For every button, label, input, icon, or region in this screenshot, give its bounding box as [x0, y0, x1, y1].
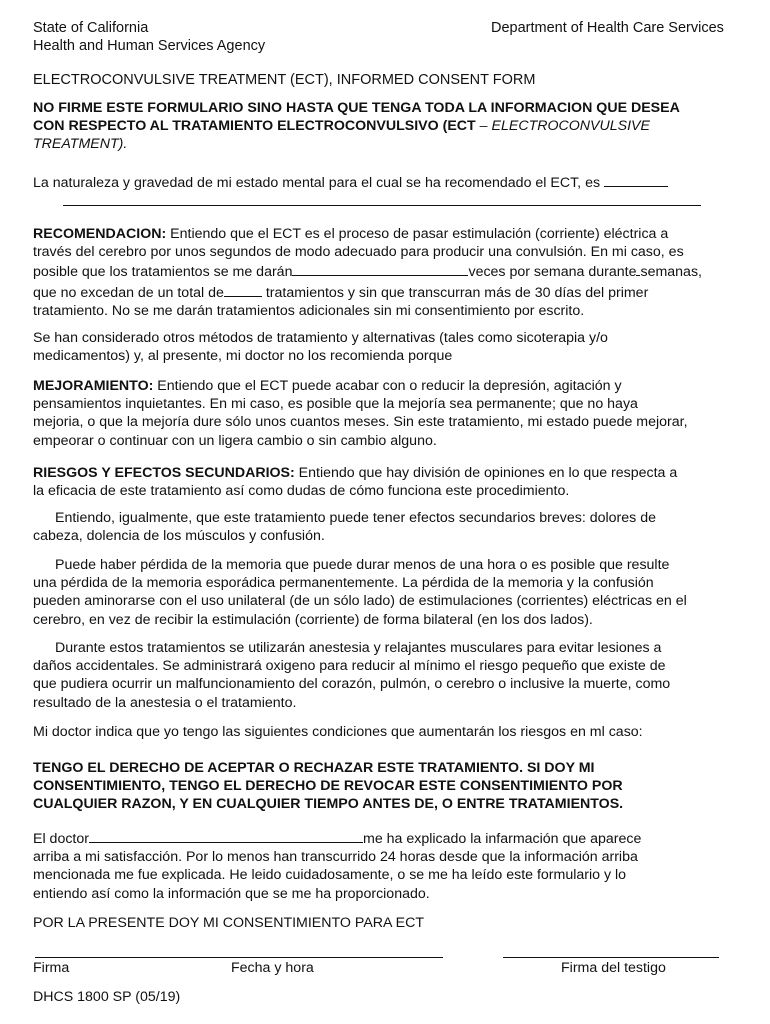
warning-notice: NO FIRME ESTE FORMULARIO SINO HASTA QUE TENGA TODA LA INFORMACION QUE DESEA CON RESPECTO AL TRATAMIENTO ELECTROCONVULSIVO (ECT – ELECTROCONVULSIVE TREATMENT). [33, 99, 735, 154]
conditions-statement: Mi doctor indica que yo tengo las siguientes condiciones que aumentarán los riesgos en ml caso: [33, 724, 643, 740]
recommendation-heading: RECOMENDACION: [33, 226, 167, 242]
alternatives-section: Se han considerado otros métodos de tratamiento y alternativas (tales como sicoterapia y/o medicamentos) y, al presente, mi doctor no los recomienda porque [33, 330, 608, 365]
times-per-week-field[interactable] [292, 261, 468, 276]
department-name: Department of Health Care Services [491, 20, 724, 36]
witness-signature-line[interactable] [503, 957, 719, 958]
witness-signature-label: Firma del testigo [561, 960, 666, 976]
mental-state-field-line[interactable] [63, 205, 701, 206]
agency-name: Health and Human Services Agency [33, 38, 266, 54]
warning-line: NO FIRME ESTE FORMULARIO SINO HASTA QUE TENGA TODA LA INFORMACION QUE DESEA [33, 100, 680, 116]
rights-notice: TENGO EL DERECHO DE ACEPTAR O RECHAZAR ESTE TRATAMIENTO. SI DOY MI CONSENTIMIENTO, TENGO EL DERECHO DE REVOCAR ESTE CONSENTIMIENTO POR CUALQUIER RAZON, Y EN CUALQUIER TIEMPO ANTES DE, O ENTRE TRATAMIENTOS. [33, 760, 624, 813]
doctor-statement: El doctor me ha explicado la infarmación que aparece arriba a mi satisfacción. Por lo menos han transcurrido 24 horas desde que la información arriba mencionada me fue explicada. He leido cuidadosamente, o se me ha leído este formulario y lo entiendo así como la información que se me ha proporcionado. [33, 828, 735, 903]
risks-heading: RIESGOS Y EFECTOS SECUNDARIOS: [33, 465, 295, 481]
signature-date-line[interactable] [35, 957, 443, 958]
warning-italic: TREATMENT). [33, 136, 128, 153]
side-effects-paragraph: Entiendo, igualmente, que este tratamiento puede tener efectos secundarios breves: dolores de cabeza, dolencia de los músculos y confusión. [33, 510, 656, 545]
total-treatments-field[interactable] [224, 282, 262, 297]
date-time-label: Fecha y hora [231, 960, 314, 976]
recommendation-section: RECOMENDACION: Entiendo que el ECT es el proceso de pasar estimulación (corriente) eléctrica a través del cerebro por unos segundos de modo adecuado para producir una convulsión. En mi caso, es posible que los tratamientos se me darán veces por semana durante semanas, que no excedan de un total de tratamientos y sin que transcurran más de 30 días del primer tratamiento. No se me darán tratamientos adicionales sin mi consentimiento por escrito. [33, 226, 702, 319]
mental-state-field[interactable] [604, 172, 668, 187]
doctor-name-field[interactable] [89, 828, 363, 843]
risks-section: RIESGOS Y EFECTOS SECUNDARIOS: Entiendo que hay división de opiniones en lo que respecta a la eficacia de este tratamiento así como dudas de cómo funciona este procedimiento. [33, 465, 678, 500]
improvement-heading: MEJORAMIENTO: [33, 378, 154, 394]
memory-loss-paragraph: Puede haber pérdida de la memoria que puede durar menos de una hora o es posible que resulte una pérdida de la memoria esporádica permanentemente. La pérdida de la memoria y la confusión pueden aminorarse con el uso unilateral (de un sólo lado) de estimulaciones (corrientes) eléctricas en el cerebro, en vez de recibir la estimulación (corriente) de forma bilateral (en los dos lados). [33, 557, 687, 628]
warning-italic: ELECTROCONVULSIVE [491, 118, 650, 135]
mental-state-statement: La naturaleza y gravedad de mi estado mental para el cual se ha recomendado el ECT, es [33, 172, 735, 192]
form-code: DHCS 1800 SP (05/19) [33, 989, 181, 1005]
warning-line: CON RESPECTO AL TRATAMIENTO ELECTROCONVULSIVO (ECT [33, 118, 476, 135]
agency-state: State of California [33, 20, 149, 36]
anesthesia-paragraph: Durante estos tratamientos se utilizarán anestesia y relajantes musculares para evitar lesiones a daños accidentales. Se administrará oxigeno para reducir al mínimo el riesgo pequeño que existe de que pudiera ocurrir un malfuncionamiento del corazón, pulmón, o cerebro o inclusive la muerte, como resultado de la anestesia o el tratamiento. [33, 640, 671, 711]
signature-label: Firma [33, 960, 70, 976]
consent-statement: POR LA PRESENTE DOY MI CONSENTIMIENTO PARA ECT [33, 915, 425, 931]
form-title: ELECTROCONVULSIVE TREATMENT (ECT), INFORMED CONSENT FORM [33, 72, 536, 88]
improvement-section: MEJORAMIENTO: Entiendo que el ECT puede acabar con o reducir la depresión, agitación y pensamientos inquietantes. En mi caso, es posible que la mejoría sea permanente; que no haya mejoria, o que la mejoría dure sólo unos cuantos meses. Sin este tratamiento, mi estado puede mejorar, empeorar o continuar con un ligera cambio o sin cambio alguno. [33, 378, 688, 449]
